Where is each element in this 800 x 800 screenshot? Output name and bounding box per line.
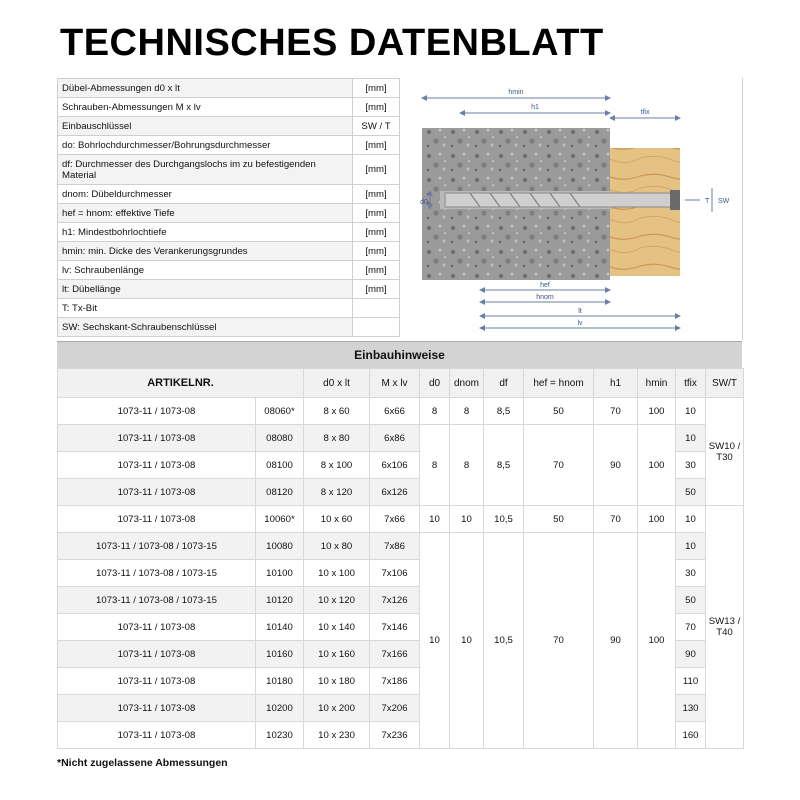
legend-unit: [mm]	[353, 223, 400, 242]
cell-swt: SW10 / T30	[706, 398, 744, 506]
cell-code: 10060*	[256, 506, 304, 533]
cell-code: 10100	[256, 560, 304, 587]
cell-art: 1073-11 / 1073-08	[58, 722, 256, 749]
cell-h1: 70	[594, 398, 638, 425]
dim-lv: lv	[577, 320, 583, 327]
cell-tfix: 130	[676, 695, 706, 722]
legend-row	[58, 318, 400, 337]
wood-fixture	[610, 148, 680, 276]
cell-hmin: 100	[638, 506, 676, 533]
cell-code: 10140	[256, 614, 304, 641]
header-d0lt: d0 x lt	[304, 369, 370, 398]
cell-mlv: 6x106	[370, 452, 420, 479]
header-h1: h1	[594, 369, 638, 398]
anchor-sleeve	[445, 193, 675, 207]
cell-swt: SW13 / T40	[706, 506, 744, 749]
legend-unit: [mm]	[353, 185, 400, 204]
cell-h1: 70	[594, 506, 638, 533]
cell-mlv: 7x106	[370, 560, 420, 587]
cell-mlv: 7x186	[370, 668, 420, 695]
table-row	[58, 425, 744, 452]
cell-mlv: 6x66	[370, 398, 420, 425]
cell-d0lt: 10 x 180	[304, 668, 370, 695]
legend-desc: lv: Schraubenlänge	[58, 261, 353, 280]
dim-T: T	[705, 198, 710, 205]
cell-dnom: 8	[450, 398, 484, 425]
cell-d0lt: 10 x 200	[304, 695, 370, 722]
cell-code: 08080	[256, 425, 304, 452]
legend-unit: [mm]	[353, 98, 400, 117]
cell-d0lt: 10 x 60	[304, 506, 370, 533]
section-title: Einbauhinweise	[57, 341, 742, 369]
cell-art: 1073-11 / 1073-08	[58, 641, 256, 668]
installation-table	[57, 368, 744, 749]
cell-mlv: 7x86	[370, 533, 420, 560]
legend-desc: lt: Dübellänge	[58, 280, 353, 299]
legend-desc: hef = hnom: effektive Tiefe	[58, 204, 353, 223]
legend-desc: SW: Sechskant-Schraubenschlüssel	[58, 318, 353, 337]
dim-lt: lt	[578, 308, 582, 315]
dim-hnom: hnom	[536, 294, 554, 301]
cell-dnom: 10	[450, 533, 484, 749]
cell-hef: 70	[524, 533, 594, 749]
cell-mlv: 7x166	[370, 641, 420, 668]
cell-tfix: 10	[676, 425, 706, 452]
cell-df: 10,5	[484, 533, 524, 749]
diagram-svg	[400, 78, 742, 340]
cell-tfix: 30	[676, 452, 706, 479]
page-title: TECHNISCHES DATENBLATT	[60, 22, 604, 64]
legend-unit: [mm]	[353, 155, 400, 185]
cell-art: 1073-11 / 1073-08 / 1073-15	[58, 560, 256, 587]
cell-code: 10180	[256, 668, 304, 695]
cell-d0lt: 8 x 100	[304, 452, 370, 479]
cell-mlv: 7x236	[370, 722, 420, 749]
cell-hmin: 100	[638, 425, 676, 506]
header-dnom: dnom	[450, 369, 484, 398]
cell-tfix: 10	[676, 533, 706, 560]
legend-unit: [mm]	[353, 261, 400, 280]
legend-unit: [mm]	[353, 204, 400, 223]
cell-mlv: 6x86	[370, 425, 420, 452]
cell-art: 1073-11 / 1073-08	[58, 668, 256, 695]
cell-h1: 90	[594, 533, 638, 749]
cell-hef: 70	[524, 425, 594, 506]
legend-unit: [mm]	[353, 136, 400, 155]
cell-art: 1073-11 / 1073-08	[58, 695, 256, 722]
cell-code: 10080	[256, 533, 304, 560]
header-hef: hef = hnom	[524, 369, 594, 398]
header-d0: d0	[420, 369, 450, 398]
dim-hef: hef	[540, 282, 550, 289]
cell-code: 10230	[256, 722, 304, 749]
legend-row	[58, 242, 400, 261]
legend-row	[58, 223, 400, 242]
cell-code: 08120	[256, 479, 304, 506]
legend-unit: SW / T	[353, 117, 400, 136]
dim-tfix: tfix	[640, 109, 650, 116]
header-swt: SW/T	[706, 369, 744, 398]
cell-art: 1073-11 / 1073-08	[58, 398, 256, 425]
table-row	[58, 533, 744, 560]
cell-art: 1073-11 / 1073-08	[58, 506, 256, 533]
cell-d0lt: 8 x 120	[304, 479, 370, 506]
cell-code: 10200	[256, 695, 304, 722]
legend-unit: [mm]	[353, 79, 400, 98]
header-tfix: tfix	[676, 369, 706, 398]
dim-h1: h1	[531, 104, 539, 111]
cell-d0lt: 10 x 80	[304, 533, 370, 560]
legend-desc: T: Tx-Bit	[58, 299, 353, 318]
footnote: *Nicht zugelassene Abmessungen	[57, 757, 228, 769]
cell-tfix: 50	[676, 479, 706, 506]
legend-desc: dnom: Dübeldurchmesser	[58, 185, 353, 204]
legend-unit: [mm]	[353, 242, 400, 261]
cell-h1: 90	[594, 425, 638, 506]
legend-desc: hmin: min. Dicke des Verankerungsgrundes	[58, 242, 353, 261]
cell-tfix: 30	[676, 560, 706, 587]
dim-hmin: hmin	[508, 89, 524, 96]
legend-row	[58, 136, 400, 155]
cell-d0: 8	[420, 425, 450, 506]
cell-code: 08060*	[256, 398, 304, 425]
legend-desc: Dübel-Abmessungen d0 x lt	[58, 79, 353, 98]
legend-desc: do: Bohrlochdurchmesser/Bohrungsdurchmesser	[58, 136, 353, 155]
legend-unit: [mm]	[353, 280, 400, 299]
cell-tfix: 90	[676, 641, 706, 668]
table-row	[58, 398, 744, 425]
cell-code: 08100	[256, 452, 304, 479]
cell-df: 8,5	[484, 398, 524, 425]
cell-tfix: 50	[676, 587, 706, 614]
legend-row	[58, 155, 400, 185]
legend-desc: df: Durchmesser des Durchgangslochs im zu befestigenden Material	[58, 155, 353, 185]
legend-row	[58, 204, 400, 223]
cell-d0: 10	[420, 533, 450, 749]
cell-hmin: 100	[638, 398, 676, 425]
cell-tfix: 160	[676, 722, 706, 749]
cell-tfix: 110	[676, 668, 706, 695]
header-art: ARTIKELNR.	[58, 369, 304, 398]
legend-desc: Schrauben-Abmessungen M x lv	[58, 98, 353, 117]
screw-head	[670, 190, 680, 210]
legend-table	[57, 78, 400, 337]
cell-d0lt: 8 x 60	[304, 398, 370, 425]
cell-df: 10,5	[484, 506, 524, 533]
table-header-row	[58, 369, 744, 398]
cell-d0lt: 10 x 230	[304, 722, 370, 749]
cell-tfix: 10	[676, 398, 706, 425]
cell-art: 1073-11 / 1073-08	[58, 452, 256, 479]
cell-mlv: 7x146	[370, 614, 420, 641]
header-mlv: M x lv	[370, 369, 420, 398]
header-df: df	[484, 369, 524, 398]
installation-diagram	[400, 78, 743, 340]
cell-tfix: 70	[676, 614, 706, 641]
cell-code: 10120	[256, 587, 304, 614]
cell-hef: 50	[524, 506, 594, 533]
legend-row	[58, 98, 400, 117]
cell-d0lt: 10 x 100	[304, 560, 370, 587]
cell-art: 1073-11 / 1073-08	[58, 479, 256, 506]
cell-hmin: 100	[638, 533, 676, 749]
legend-row	[58, 299, 400, 318]
cell-art: 1073-11 / 1073-08 / 1073-15	[58, 587, 256, 614]
cell-dnom: 10	[450, 506, 484, 533]
cell-mlv: 6x126	[370, 479, 420, 506]
cell-tfix: 10	[676, 506, 706, 533]
cell-df: 8,5	[484, 425, 524, 506]
cell-d0lt: 10 x 120	[304, 587, 370, 614]
legend-row	[58, 79, 400, 98]
table-row	[58, 506, 744, 533]
cell-art: 1073-11 / 1073-08 / 1073-15	[58, 533, 256, 560]
legend-row	[58, 185, 400, 204]
cell-d0lt: 10 x 140	[304, 614, 370, 641]
cell-d0lt: 10 x 160	[304, 641, 370, 668]
legend-desc: h1: Mindestbohrlochtiefe	[58, 223, 353, 242]
cell-d0: 10	[420, 506, 450, 533]
cell-code: 10160	[256, 641, 304, 668]
legend-row	[58, 117, 400, 136]
legend-row	[58, 280, 400, 299]
cell-mlv: 7x126	[370, 587, 420, 614]
dim-SW: SW	[718, 198, 730, 205]
cell-mlv: 7x66	[370, 506, 420, 533]
cell-mlv: 7x206	[370, 695, 420, 722]
legend-unit	[353, 299, 400, 318]
cell-d0: 8	[420, 398, 450, 425]
cell-d0lt: 8 x 80	[304, 425, 370, 452]
legend-row	[58, 261, 400, 280]
header-hmin: hmin	[638, 369, 676, 398]
cell-art: 1073-11 / 1073-08	[58, 425, 256, 452]
legend-unit	[353, 318, 400, 337]
cell-art: 1073-11 / 1073-08	[58, 614, 256, 641]
cell-hef: 50	[524, 398, 594, 425]
dim-d0: d0	[420, 199, 428, 206]
cell-dnom: 8	[450, 425, 484, 506]
legend-desc: Einbauschlüssel	[58, 117, 353, 136]
